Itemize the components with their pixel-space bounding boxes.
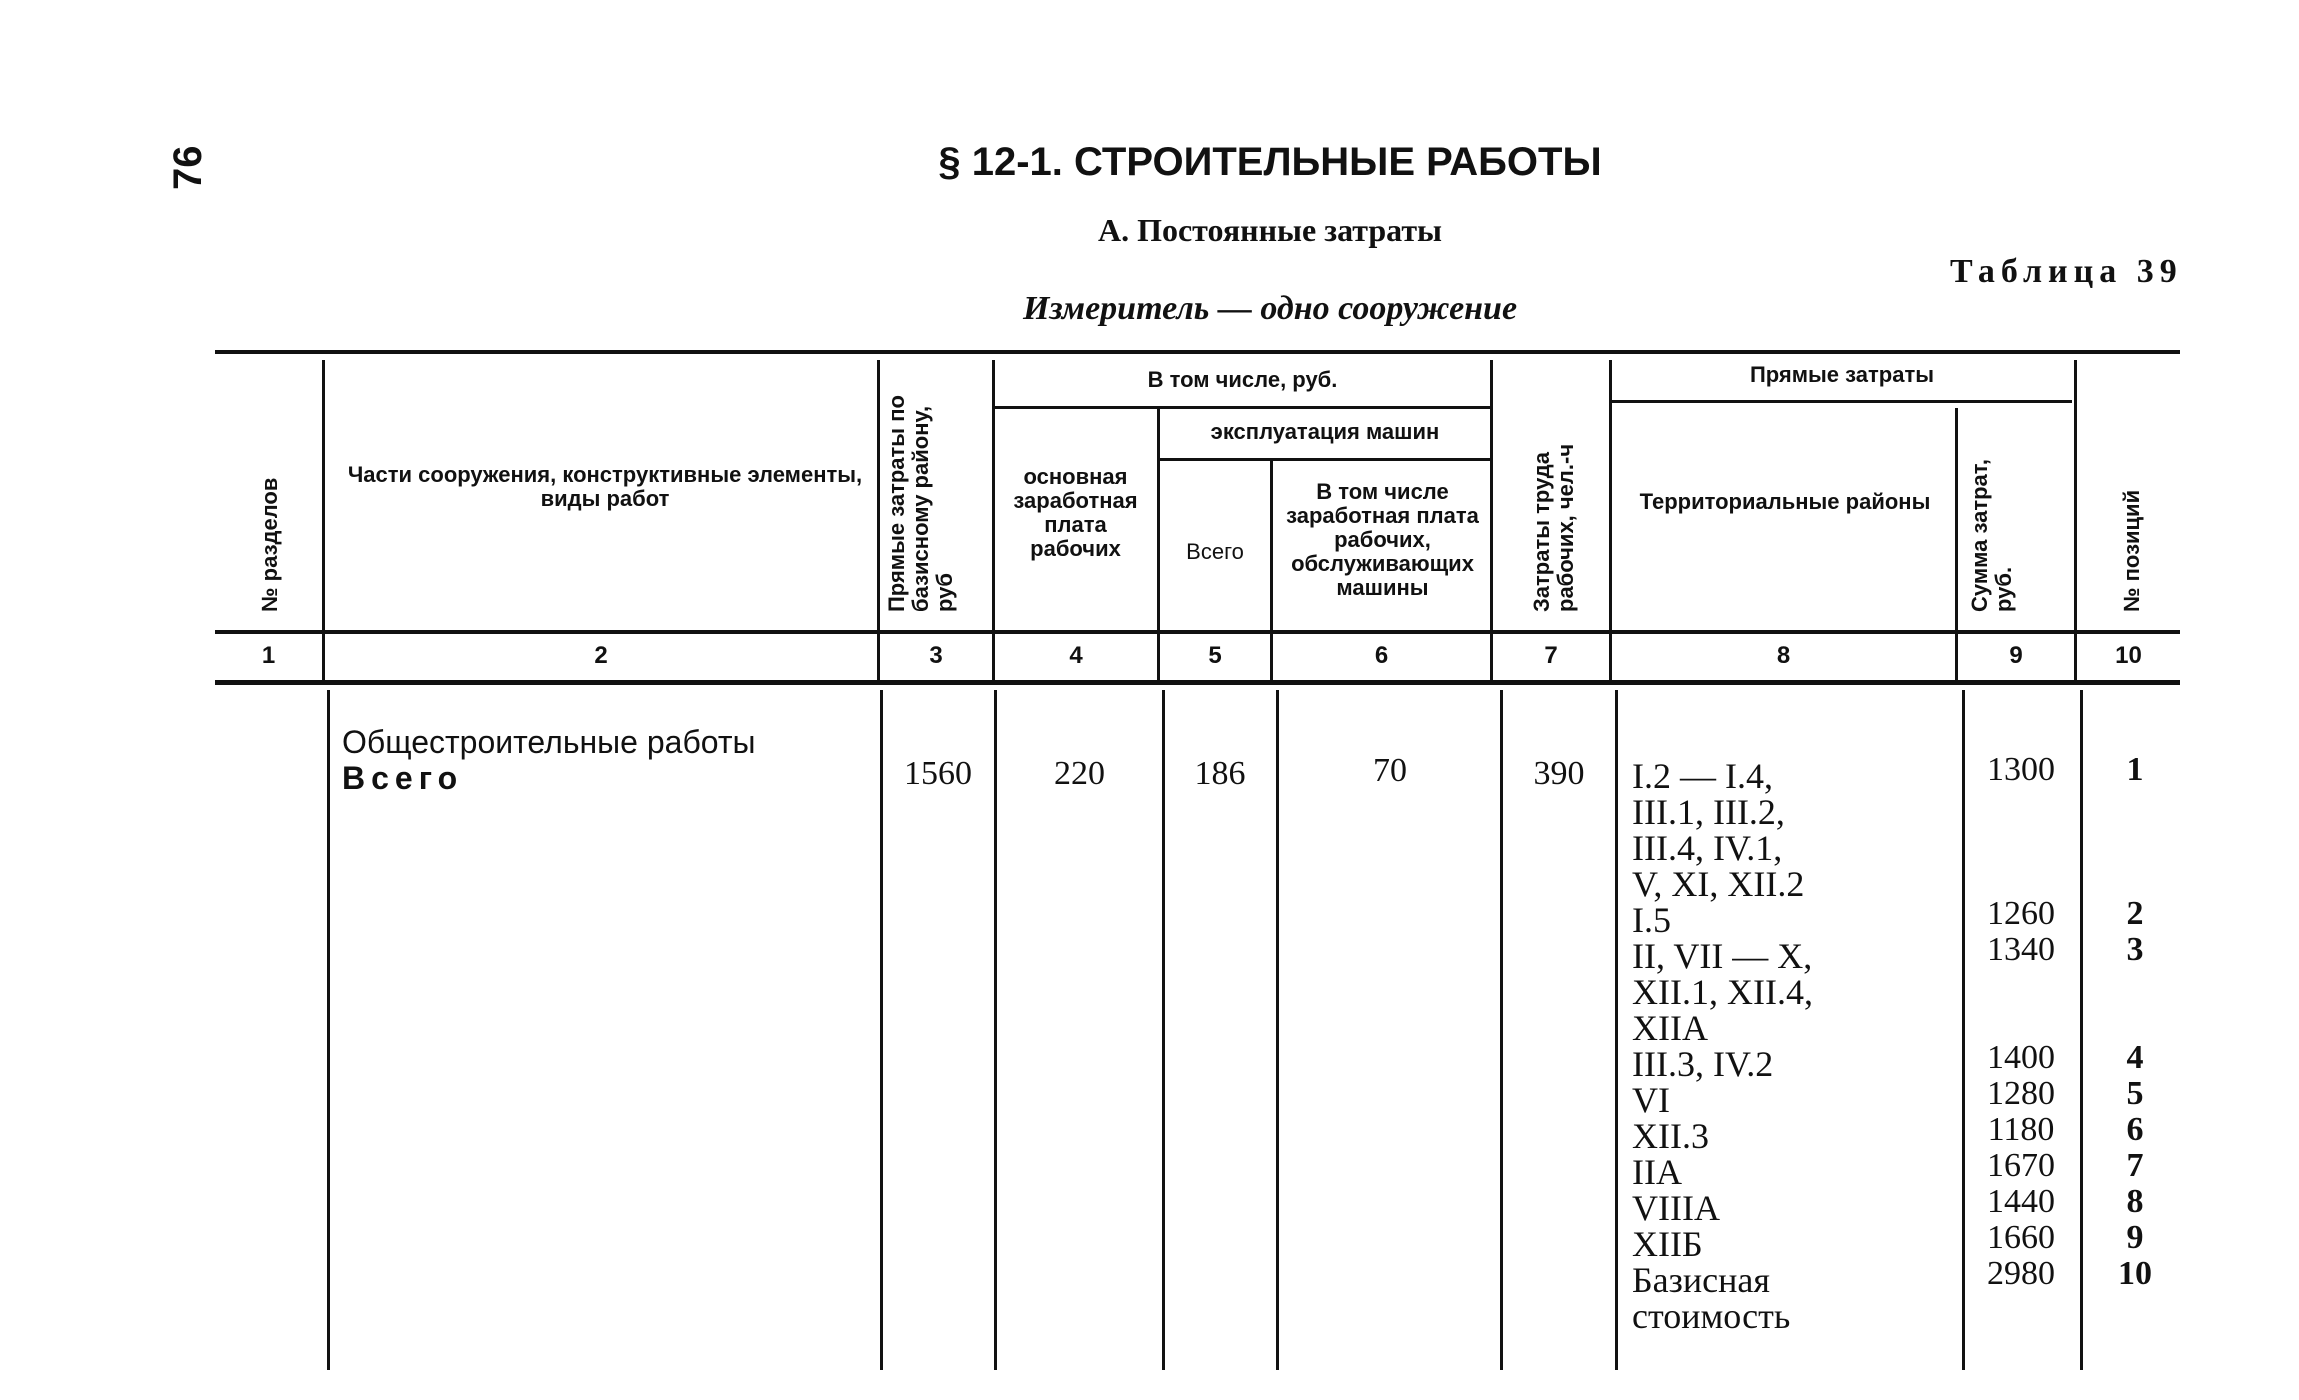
position-number: [2085, 788, 2185, 824]
column-number: 4: [1069, 642, 1083, 669]
region-line: V, XI, XII.2: [1632, 864, 1805, 904]
position-number: [2085, 1004, 2185, 1040]
sum-value: 1260: [1987, 895, 2055, 932]
region-line: III.1, III.2,: [1632, 792, 1785, 832]
subsection-title: А. Постоянные затраты: [1097, 212, 1443, 248]
sum-value: [1965, 968, 2077, 1004]
sum-value: 1180: [1987, 1111, 2055, 1148]
sum-value: 1300: [1987, 751, 2055, 788]
col-divider: [1955, 408, 1958, 682]
sums-list: [1965, 752, 2077, 1328]
col-divider: [2074, 360, 2077, 682]
machines-group-rule: [1160, 458, 1490, 461]
body-col-divider: [1162, 690, 1165, 1370]
column-number: 9: [2009, 642, 2023, 669]
header-positions-no: № позиций: [2119, 489, 2144, 612]
position-number: 10: [2118, 1255, 2152, 1292]
position-number: [2085, 860, 2185, 896]
positions-list: [2085, 752, 2185, 1328]
position-number: 8: [2126, 1183, 2144, 1220]
header-labor: [1530, 392, 1578, 612]
sum-value: [1965, 1004, 2077, 1040]
header-regions: Территориальные районы: [1639, 489, 1931, 514]
sum-value: 1440: [1987, 1183, 2055, 1220]
sum-value: [1965, 824, 2077, 860]
sum-value: 1340: [1987, 931, 2055, 968]
header-group-incl: В том числе, руб.: [1147, 367, 1338, 392]
column-number: 10: [2115, 642, 2142, 669]
col-divider: [1609, 360, 1612, 682]
col-divider: [877, 360, 880, 682]
header-parts: Части сооружения, конструктивные элементы, виды работ: [347, 462, 863, 511]
header-direct-base: [885, 372, 957, 612]
position-number: 6: [2126, 1111, 2144, 1148]
table-top-rule: [215, 350, 2180, 354]
regions-list: [1632, 758, 1952, 1334]
column-number: 7: [1544, 642, 1558, 669]
sum-value: 1400: [1987, 1039, 2055, 1076]
cell-labor: 390: [1533, 755, 1585, 792]
region-line: VIIIA: [1632, 1188, 1720, 1228]
body-col-divider: [880, 690, 883, 1370]
sum-value: 2980: [1987, 1255, 2055, 1292]
region-line: XIIA: [1632, 1008, 1708, 1048]
sum-value: [1965, 1292, 2077, 1328]
position-number: 2: [2126, 895, 2144, 932]
col-divider: [992, 360, 995, 682]
sum-value: 1660: [1987, 1219, 2055, 1256]
position-number: 4: [2126, 1039, 2144, 1076]
sum-value: [1965, 788, 2077, 824]
header-bottom-rule: [215, 630, 2180, 634]
header-sum-text: Сумма затрат, руб.: [1967, 458, 2016, 612]
body-col-divider: [1615, 690, 1618, 1370]
region-line: XIIБ: [1632, 1224, 1703, 1264]
header-machines-total: Всего: [1186, 539, 1244, 564]
col-divider: [322, 360, 325, 682]
header-basic-wage: основная заработная плата рабочих: [1013, 464, 1138, 561]
position-number: [2085, 1292, 2185, 1328]
region-line: II, VII — X,: [1632, 936, 1813, 976]
region-line: III.3, IV.2: [1632, 1044, 1774, 1084]
direct-group-rule: [1612, 400, 2072, 403]
region-line: XII.1, XII.4,: [1632, 972, 1813, 1012]
region-line: стоимость: [1632, 1296, 1791, 1336]
region-line: III.4, IV.1,: [1632, 828, 1783, 868]
position-number: 5: [2126, 1075, 2144, 1112]
body-col-divider: [1500, 690, 1503, 1370]
region-line: Базисная: [1632, 1260, 1770, 1300]
column-number: 8: [1776, 642, 1791, 669]
position-number: 9: [2126, 1219, 2144, 1256]
sum-value: 1670: [1987, 1147, 2055, 1184]
column-number: 6: [1374, 642, 1389, 669]
page-number: 76: [166, 145, 210, 190]
header-group-direct: Прямые затраты: [1749, 362, 1935, 387]
header-machines-wage: В том числе заработная плата рабочих, обслуживающих машины: [1286, 479, 1479, 600]
position-number: [2085, 968, 2185, 1004]
cell-machines-wage: 70: [1373, 752, 1407, 789]
row-name-line2: Всего: [342, 760, 464, 796]
cell-direct-base: 1560: [904, 755, 972, 792]
col-divider: [1490, 360, 1493, 682]
header-direct-base-text: Прямые затраты по базисному району, руб: [884, 395, 957, 612]
measure-caption: Измеритель — одно сооружение: [1022, 290, 1518, 327]
region-line: I.5: [1632, 900, 1671, 940]
sum-value: 1280: [1987, 1075, 2055, 1112]
section-title: § 12-1. СТРОИТЕЛЬНЫЕ РАБОТЫ: [938, 140, 1602, 184]
row-name: [342, 724, 756, 796]
numbers-bottom-rule: [215, 680, 2180, 685]
body-col-divider: [1276, 690, 1279, 1370]
position-number: 3: [2126, 931, 2144, 968]
region-line: VI: [1632, 1080, 1670, 1120]
column-number: 5: [1208, 642, 1222, 669]
body-col-divider: [994, 690, 997, 1370]
position-number: [2085, 824, 2185, 860]
position-number: 1: [2126, 751, 2144, 788]
cell-machines-total: 186: [1194, 755, 1246, 792]
region-line: I.2 — I.4,: [1632, 756, 1773, 796]
header-group-machines: эксплуатация машин: [1210, 419, 1440, 444]
region-line: XII.3: [1632, 1116, 1709, 1156]
column-number: 2: [594, 642, 608, 669]
header-labor-text: Затраты труда рабочих, чел.-ч: [1529, 443, 1578, 612]
cell-basic-wage: 220: [1054, 755, 1105, 792]
column-number: 1: [261, 642, 276, 669]
region-line: IIA: [1632, 1152, 1682, 1192]
header-sum: [1968, 412, 2016, 612]
table-label: Таблица 39: [1950, 253, 2183, 290]
incl-group-rule: [995, 406, 1490, 409]
sum-value: [1965, 860, 2077, 896]
body-col-divider: [327, 690, 330, 1370]
body-col-divider: [2080, 690, 2083, 1370]
row-name-line1: Общестроительные работы: [342, 724, 756, 760]
position-number: 7: [2126, 1147, 2144, 1184]
column-number: 3: [929, 642, 943, 669]
header-sections-no: № разделов: [257, 477, 282, 612]
